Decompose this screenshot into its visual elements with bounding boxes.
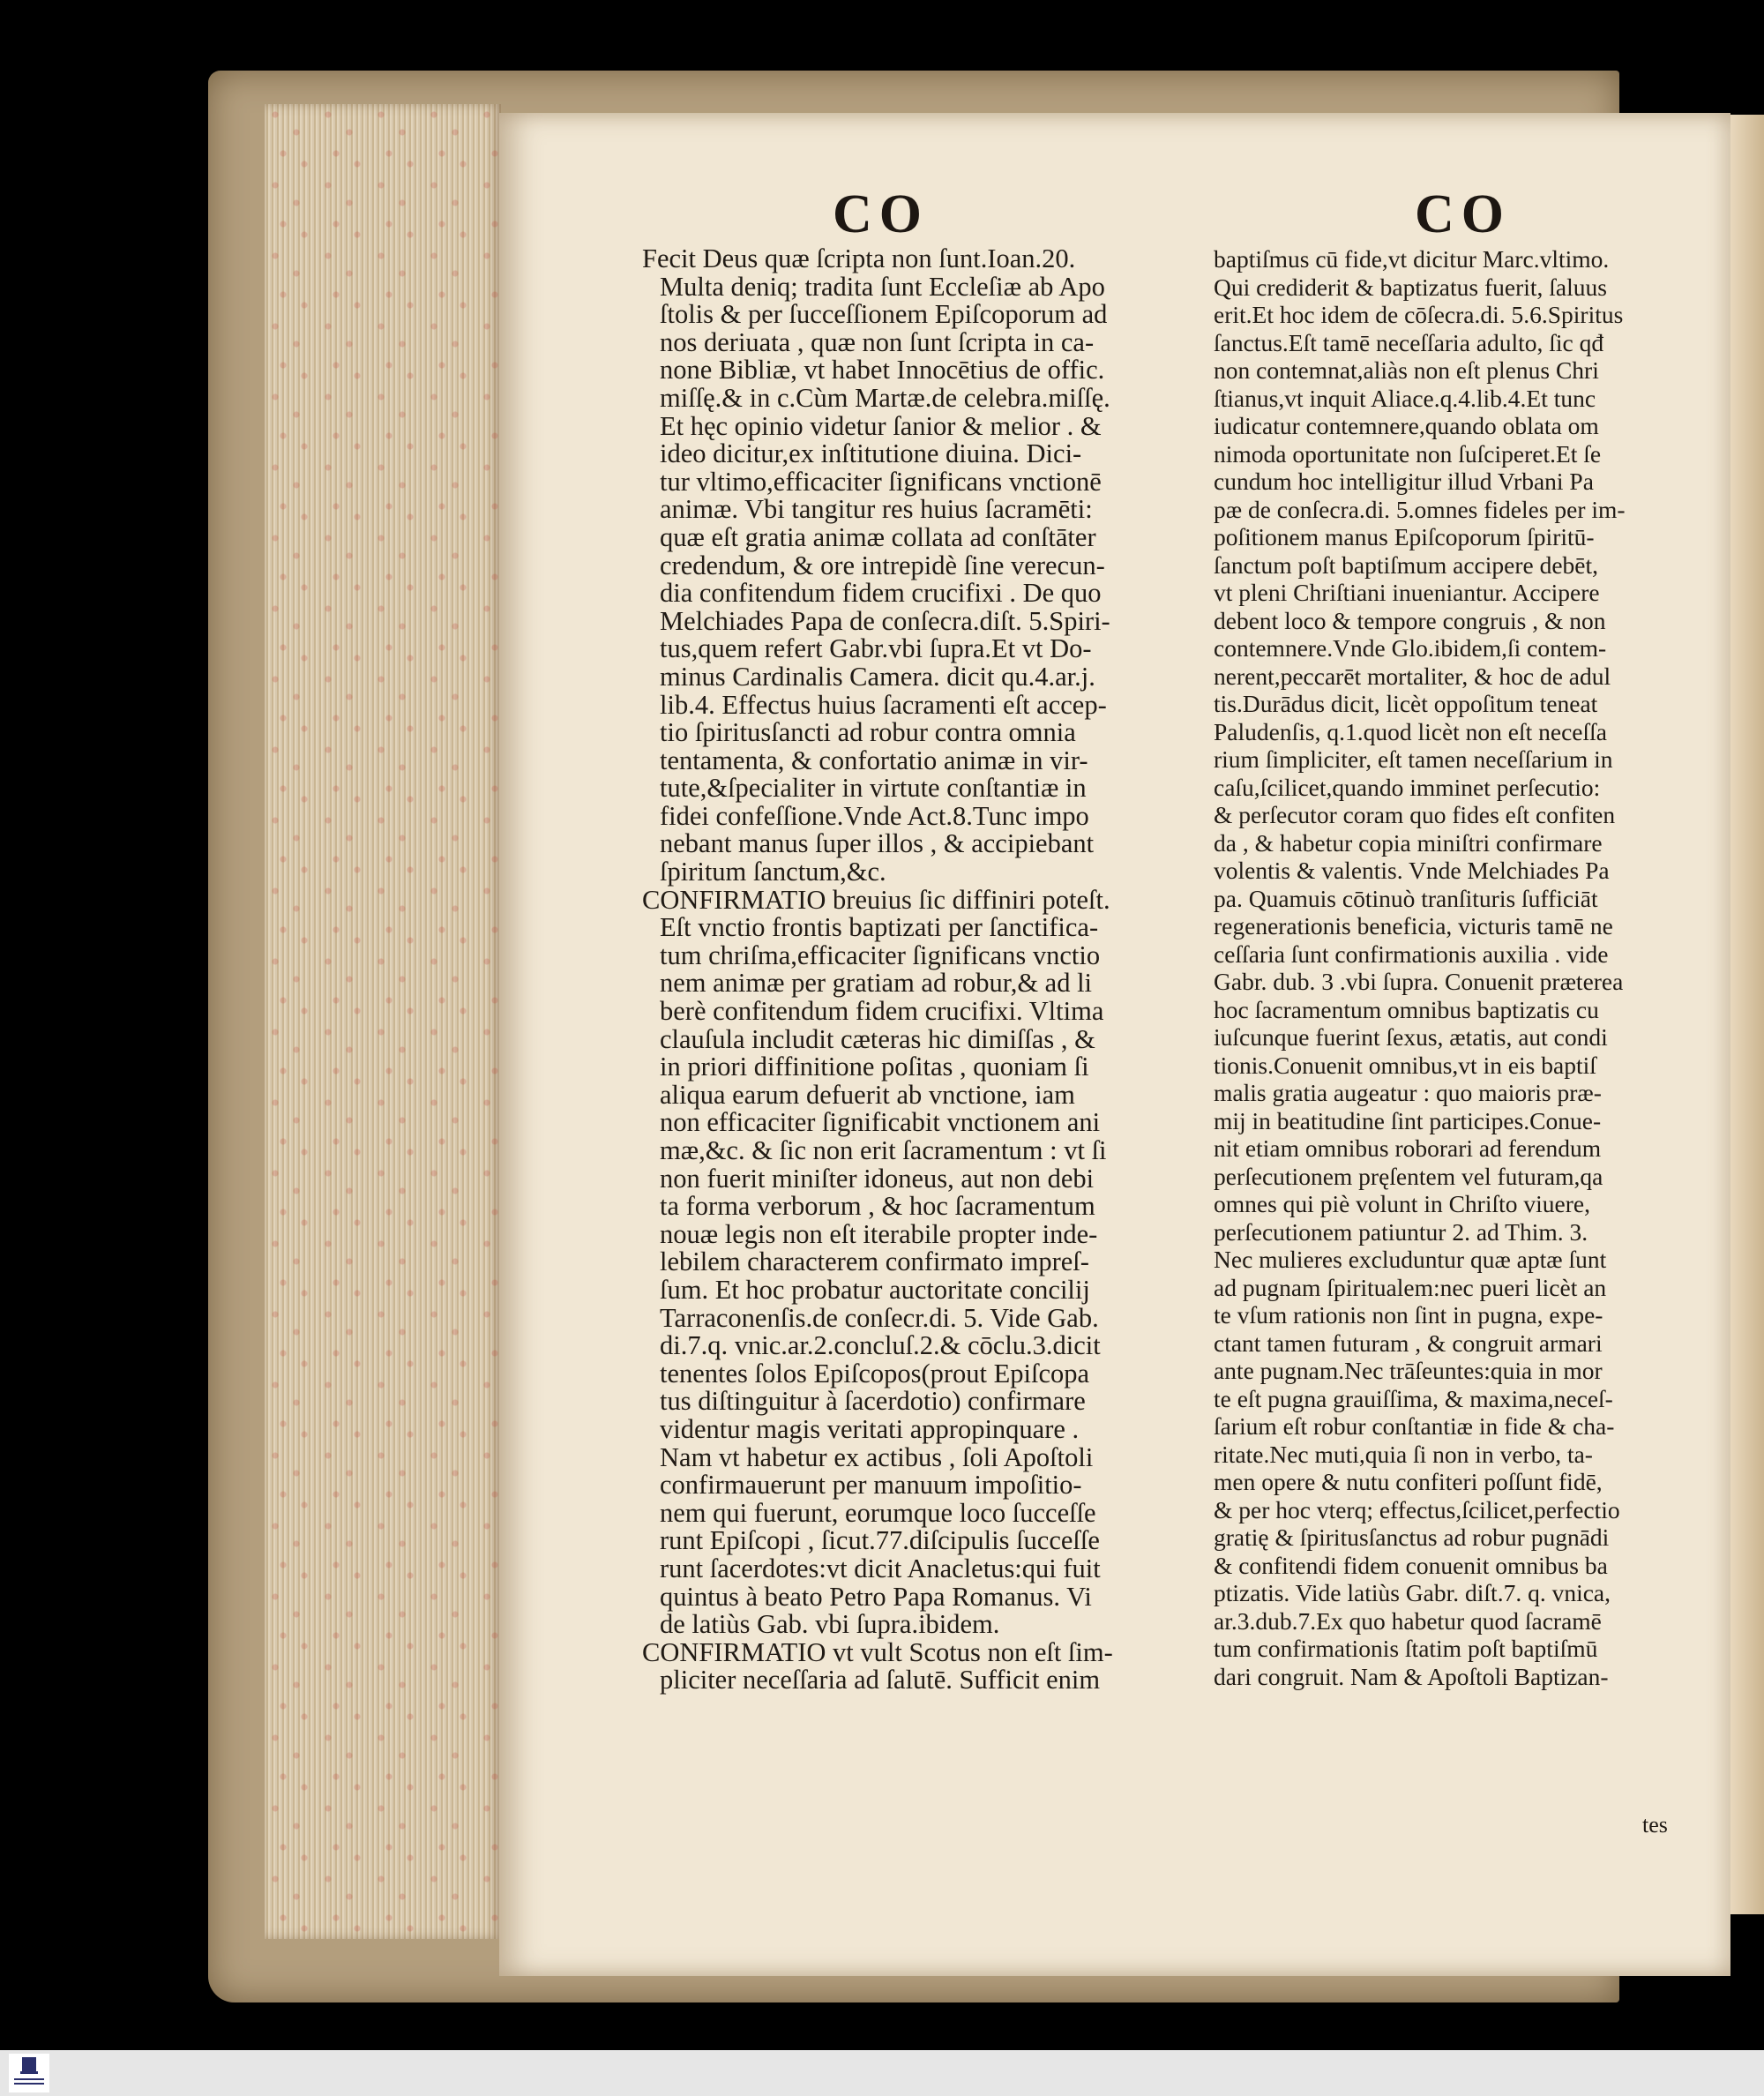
text-line: lebilem characterem confirmato impreſ- (660, 1246, 1089, 1277)
text-line: non efficaciter ſignificabit vnctionem ani (660, 1107, 1101, 1138)
text-line: volentis & valentis. Vnde Melchiades Pa (1214, 857, 1610, 884)
text-line: ptizatis. Vide latiùs Gabr. diſt.7. q. vnica, (1214, 1579, 1611, 1606)
text-line: berè confitendum fidem crucifixi. Vltima (660, 996, 1104, 1027)
text-line: nos deriuata , quæ non ſunt ſcripta in ca- (660, 326, 1095, 357)
text-line: Et hęc opinio videtur ſanior & melior . & (660, 410, 1102, 441)
text-line: mæ,&c. & ſic non erit ſacramentum : vt ſi (660, 1135, 1107, 1165)
text-line: ritate.Nec muti,quia ſi non in verbo, ta- (1214, 1440, 1593, 1468)
text-line: Melchiades Papa de conſecra.diſt. 5.Spiri- (660, 605, 1110, 636)
text-line: ſarium eſt robur conſtantiæ in fide & cha- (1214, 1412, 1615, 1440)
text-line: pæ de conſecra.di. 5.omnes fideles per im- (1214, 495, 1626, 523)
text-line: men opere & nutu confiteri poſſunt fidē, (1214, 1468, 1603, 1495)
running-headword-right: CO (1415, 184, 1511, 244)
text-line: iuſcunque fuerint ſexus, ætatis, aut condi (1214, 1023, 1608, 1051)
text-line: animæ. Vbi tangitur res huius ſacramēti: (660, 494, 1093, 525)
text-line: iudicatur contemnere,quando oblata om (1214, 412, 1599, 439)
text-line: nimoda oportunitate non ſuſciperet.Et ſe (1214, 439, 1602, 468)
text-line: clauſula includit cæteras hic dimiſſas , & (660, 1023, 1095, 1054)
text-line: ſtianus,vt inquit Aliace.q.4.lib.4.Et tunc (1214, 384, 1596, 412)
text-line: Multa deniq; tradita ſunt Eccleſiæ ab Apo (660, 271, 1105, 302)
text-line: tus,quem refert Gabr.vbi ſupra.Et vt Do- (660, 633, 1092, 664)
text-line: regenerationis beneficia, victuris tamē ne (1214, 912, 1613, 939)
text-line: tis.Durādus dicit, licèt oppoſitum teneat (1214, 690, 1598, 717)
text-line: runt Epiſcopi , ſicut.77.diſcipulis ſucceſſe (660, 1525, 1100, 1556)
text-line: tentamenta, & confortatio animæ in vir- (660, 745, 1088, 775)
text-line: confirmauerunt per manuum impoſitio- (660, 1470, 1082, 1501)
text-line: Tarraconenſis.de conſecr.di. 5. Vide Gab. (660, 1302, 1099, 1333)
text-line: ceſſaria ſunt confirmationis auxilia . vide (1214, 939, 1609, 968)
text-line: tute,&ſpecialiter in virtute conſtantiæ in (660, 773, 1087, 804)
text-line: & confitendi fidem conuenit omnibus ba (1214, 1551, 1608, 1579)
text-line: perſecutionem patiuntur 2. ad Thim. 3. (1214, 1217, 1588, 1246)
text-line: nouæ legis non eſt iterabile propter inde- (660, 1218, 1098, 1249)
text-line: credendum, & ore intrepidè ſine verecun- (660, 550, 1105, 580)
text-line: CONFIRMATIO vt vult Scotus non eſt ſim- (642, 1636, 1113, 1667)
text-line: ante pugnam.Nec trāſeuntes:quia in mor (1214, 1357, 1603, 1384)
text-line: erit.Et hoc idem de cōſecra.di. 5.6.Spiritus (1214, 301, 1624, 328)
viewer-footer-bar (0, 2050, 1764, 2096)
text-line: ſanctum poſt baptiſmum accipere debēt, (1214, 550, 1599, 579)
text-column-right (1214, 245, 1743, 1690)
text-line: non fuerit miniſter idoneus, aut non debi (660, 1163, 1095, 1194)
text-line: nem qui fuerunt, eorumque loco ſucceſſe (660, 1497, 1096, 1528)
text-line: & perſecutor coram quo fides eſt confiten (1214, 801, 1616, 828)
text-line: rium ſimpliciter, eſt tamen neceſſarium in (1214, 745, 1613, 773)
text-line: tio ſpiritusſancti ad robur contra omnia (660, 717, 1076, 748)
text-line: Paludenſis, q.1.quod licèt non eſt neceſſa (1214, 717, 1608, 745)
text-line: Gabr. dub. 3 .vbi ſupra. Conuenit præterea (1214, 968, 1624, 995)
text-line: in priori diffinitione poſitas , quoniam ſi (660, 1052, 1089, 1082)
text-line: videntur magis veritati appropinquare . (660, 1413, 1080, 1444)
library-seal-icon (9, 2054, 49, 2092)
text-line: tionis.Conuenit omnibus,vt in eis baptiſ (1214, 1051, 1596, 1079)
text-line: ideo dicitur,ex inſtitutione diuina. Dici- (660, 438, 1082, 469)
text-line: Nec mulieres excluduntur quæ aptæ ſunt (1214, 1246, 1607, 1273)
text-line: dari congruit. Nam & Apoſtoli Baptizan- (1214, 1662, 1609, 1690)
text-line: ſtolis & per ſucceſſionem Epiſcoporum ad (660, 299, 1108, 330)
text-line: da , & habetur copia miniſtri confirmare (1214, 828, 1603, 857)
catchword: tes (1642, 1812, 1668, 1838)
text-line: mij in beatitudine ſint participes.Conue- (1214, 1106, 1602, 1134)
text-line: baptiſmus cū fide,vt dicitur Marc.vltimo. (1214, 245, 1610, 273)
text-line: CONFIRMATIO breuius ſic diffiniri poteſt. (642, 884, 1110, 915)
text-line: aliqua earum defuerit ab vnctione, iam (660, 1079, 1075, 1110)
text-line: & per hoc vterq; effectus,ſcilicet,perfectio (1214, 1495, 1620, 1523)
text-line: tenentes ſolos Epiſcopos(prout Epiſcopa (660, 1358, 1090, 1389)
text-line: nerent,peccarēt mortaliter, & hoc de adul (1214, 662, 1611, 690)
text-line: nit etiam omnibus roborari ad ferendum (1214, 1134, 1602, 1162)
text-line: perſecutionem pręſentem vel futuram,qa (1214, 1162, 1603, 1190)
text-column-left (642, 245, 1180, 1695)
text-line: lib.4. Effectus huius ſacramenti eſt accep- (660, 689, 1107, 720)
text-line: poſitionem manus Epiſcoporum ſpiritū- (1214, 523, 1595, 550)
text-line: dia confitendum fidem crucifixi . De quo (660, 578, 1102, 609)
text-line: malis gratia augeatur : quo maioris præ- (1214, 1079, 1602, 1106)
text-line: tum chriſma,efficaciter ſignificans vnctio (660, 939, 1101, 970)
text-line: tum confirmationis ſtatim poſt baptiſmū (1214, 1635, 1598, 1662)
text-line: gratię & ſpiritusſanctus ad robur pugnādi (1214, 1523, 1610, 1551)
text-line: ſanctus.Eſt tamē neceſſaria adulto, ſic qđ (1214, 328, 1604, 356)
text-line: omnes qui piè volunt in Chriſto viuere, (1214, 1190, 1590, 1217)
text-line: vt pleni Chriſtiani inueniantur. Accipere (1214, 579, 1600, 606)
text-line: Eſt vnctio frontis baptizati per ſanctifica- (660, 912, 1099, 943)
text-line: hoc ſacramentum omnibus baptizatis cu (1214, 995, 1599, 1023)
text-line: minus Cardinalis Camera. dicit qu.4.ar.j. (660, 661, 1095, 692)
page-edges (265, 104, 501, 1939)
text-line: ad pugnam ſpiritualem:nec pueri licèt an (1214, 1273, 1607, 1301)
text-line: nem animæ per gratiam ad robur,& ad li (660, 968, 1093, 999)
text-line: de latiùs Gab. vbi ſupra.ibidem. (660, 1609, 1000, 1640)
text-line: fidei confeſſione.Vnde Act.8.Tunc impo (660, 800, 1089, 831)
text-line: ctant tamen futuram , & congruit armari (1214, 1329, 1603, 1357)
text-line: di.7.q. vnic.ar.2.concluſ.2.& cōclu.3.dicit (660, 1330, 1101, 1361)
text-line: ta forma verborum , & hoc ſacramentum (660, 1191, 1095, 1222)
text-line: cundum hoc intelligitur illud Vrbani Pa (1214, 468, 1594, 495)
text-line: miſſę.& in c.Cùm Martæ.de celebra.miſſę. (660, 382, 1110, 413)
text-line: caſu,ſcilicet,quando imminet perſecutio: (1214, 773, 1601, 801)
running-headword-left: CO (833, 184, 929, 244)
text-line: quæ eſt gratia animæ collata ad conſtāter (660, 521, 1096, 552)
text-line: non contemnat,aliàs non eſt plenus Chri (1214, 356, 1599, 384)
text-line: pa. Quamuis cōtinuò tranſituris ſufficiāt (1214, 884, 1598, 912)
text-line: Fecit Deus quæ ſcripta non ſunt.Ioan.20. (642, 243, 1076, 273)
text-line: ſum. Et hoc probatur auctoritate concilij (660, 1274, 1090, 1305)
text-line: Nam vt habetur ex actibus , ſoli Apoſtoli (660, 1441, 1094, 1472)
text-line: runt ſacerdotes:vt dicit Anacletus:qui fuit (660, 1553, 1101, 1583)
text-line: contemnere.Vnde Glo.ibidem,ſi contem- (1214, 634, 1607, 662)
text-line: none Bibliæ, vt habet Innocētius de offic. (660, 355, 1105, 386)
text-line: Qui crediderit & baptizatus fuerit, ſaluus (1214, 273, 1607, 301)
text-line: tur vltimo,efficaciter ſignificans vnctionē (660, 466, 1102, 497)
text-line: pliciter neceſſaria ad ſalutē. Sufficit enim (660, 1665, 1101, 1696)
text-line: ſpiritum ſanctum,&c. (660, 857, 886, 887)
text-line: te vſum rationis non ſint in pugna, expe- (1214, 1301, 1603, 1329)
text-line: te eſt pugna grauiſſima, & maxima,neceſ- (1214, 1384, 1613, 1412)
text-line: ar.3.dub.7.Ex quo habetur quod ſacramē (1214, 1606, 1602, 1635)
text-line: tus diſtinguitur à ſacerdotio) confirmare (660, 1386, 1086, 1417)
text-line: debent loco & tempore congruis , & non (1214, 606, 1606, 634)
text-line: quintus à beato Petro Papa Romanus. Vi (660, 1581, 1092, 1612)
text-line: nebant manus ſuper illos , & accipiebant (660, 828, 1095, 859)
